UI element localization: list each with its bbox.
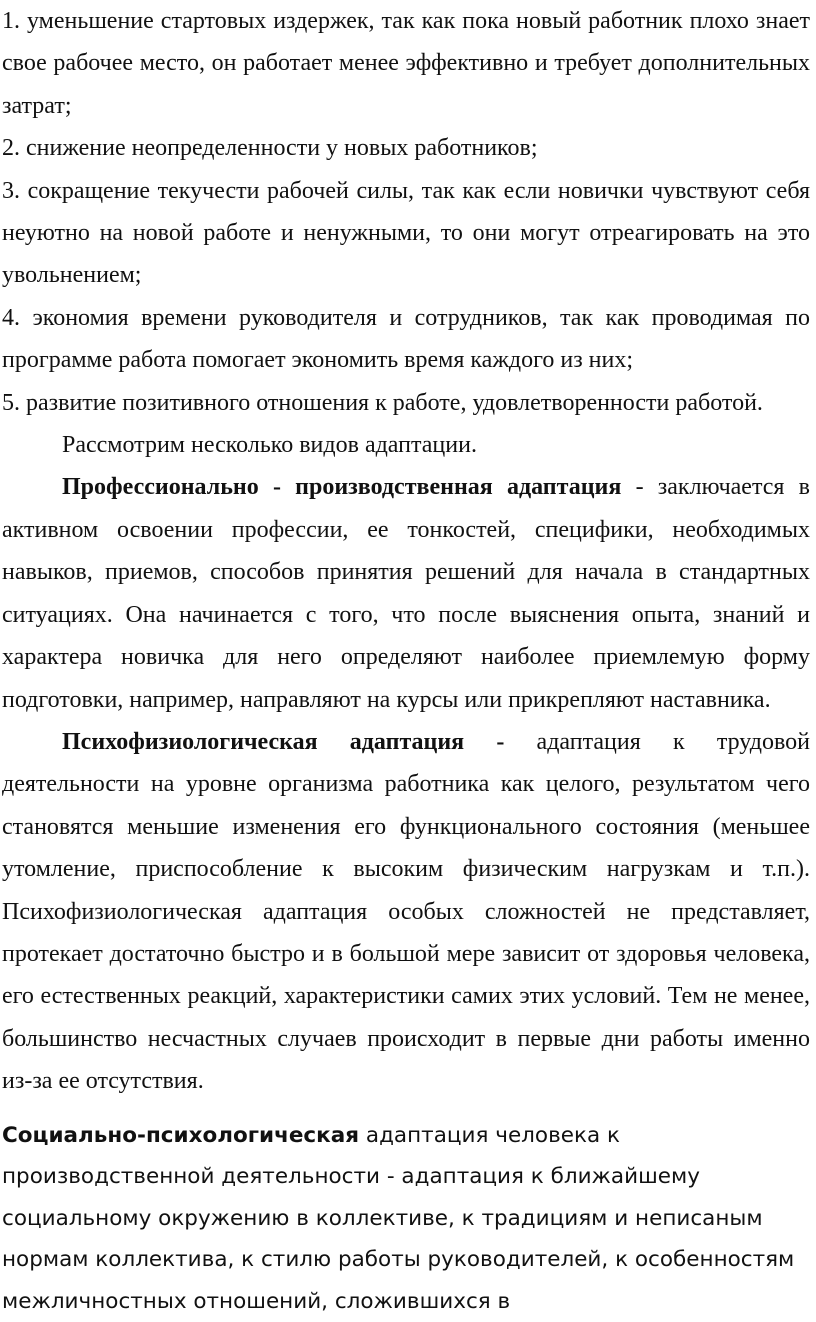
list-item-4: 4. экономия времени руководителя и сотрудников, так как проводимая по программе работа помогает экономить время каждого из них; <box>2 304 810 374</box>
social-adaptation-text: адаптация человека к производственной деятельности - адаптация к ближайшему социальному окружению в коллективе, к традициям и неписаным нормам коллектива, к стилю работы руководителей, к особенностям межличностных отношений, сложившихся в <box>2 1122 795 1314</box>
professional-adaptation-paragraph <box>0 466 816 720</box>
psychophysiological-adaptation-term: Психофизиологическая адаптация - <box>62 728 505 755</box>
list-item-2: 2. снижение неопределенности у новых работников; <box>2 135 538 162</box>
psychophysiological-adaptation-text: адаптация к трудовой деятельности на уровне организма работника как целого, результатом чего становятся меньшие изменения его функционального состояния (меньшее утомление, приспособление к высоким физическим нагрузкам и т.п.). Психофизиологическая адаптация особых сложностей не представляет, протекает достаточно быстро и в большой мере зависит от здоровья человека, его естественных реакций, характеристики самих этих условий. Тем не менее, большинство несчастных случаев происходит в первые дни работы именно из-за ее отсутствия. <box>2 728 810 1095</box>
psychophysiological-adaptation-paragraph <box>0 721 816 1103</box>
list-item-5: 5. развитие позитивного отношения к работе, удовлетворенности работой. <box>2 389 763 416</box>
intro-paragraph: Рассмотрим несколько видов адаптации. <box>62 432 477 459</box>
social-adaptation-paragraph <box>0 1115 816 1322</box>
professional-adaptation-term: Профессионально - производственная адаптация <box>62 474 622 501</box>
list-item-1: 1. уменьшение стартовых издержек, так как пока новый работник плохо знает свое рабочее место, он работает менее эффективно и требует дополнительных затрат; <box>2 8 810 119</box>
list-item-3: 3. сокращение текучести рабочей силы, так как если новички чувствуют себя неуютно на новой работе и ненужными, то они могут отреагировать на это увольнением; <box>2 177 810 289</box>
professional-adaptation-text: - заключается в активном освоении профессии, ее тонкостей, специфики, необходимых навыков, приемов, способов принятия решений для начала в стандартных ситуациях. Она начинается с того, что после выяснения опыта, знаний и характера новичка для него определяют наиболее приемлемую форму подготовки, например, направляют на курсы или прикрепляют наставника. <box>2 474 810 713</box>
social-adaptation-term: Социально-психологическая <box>2 1122 360 1148</box>
